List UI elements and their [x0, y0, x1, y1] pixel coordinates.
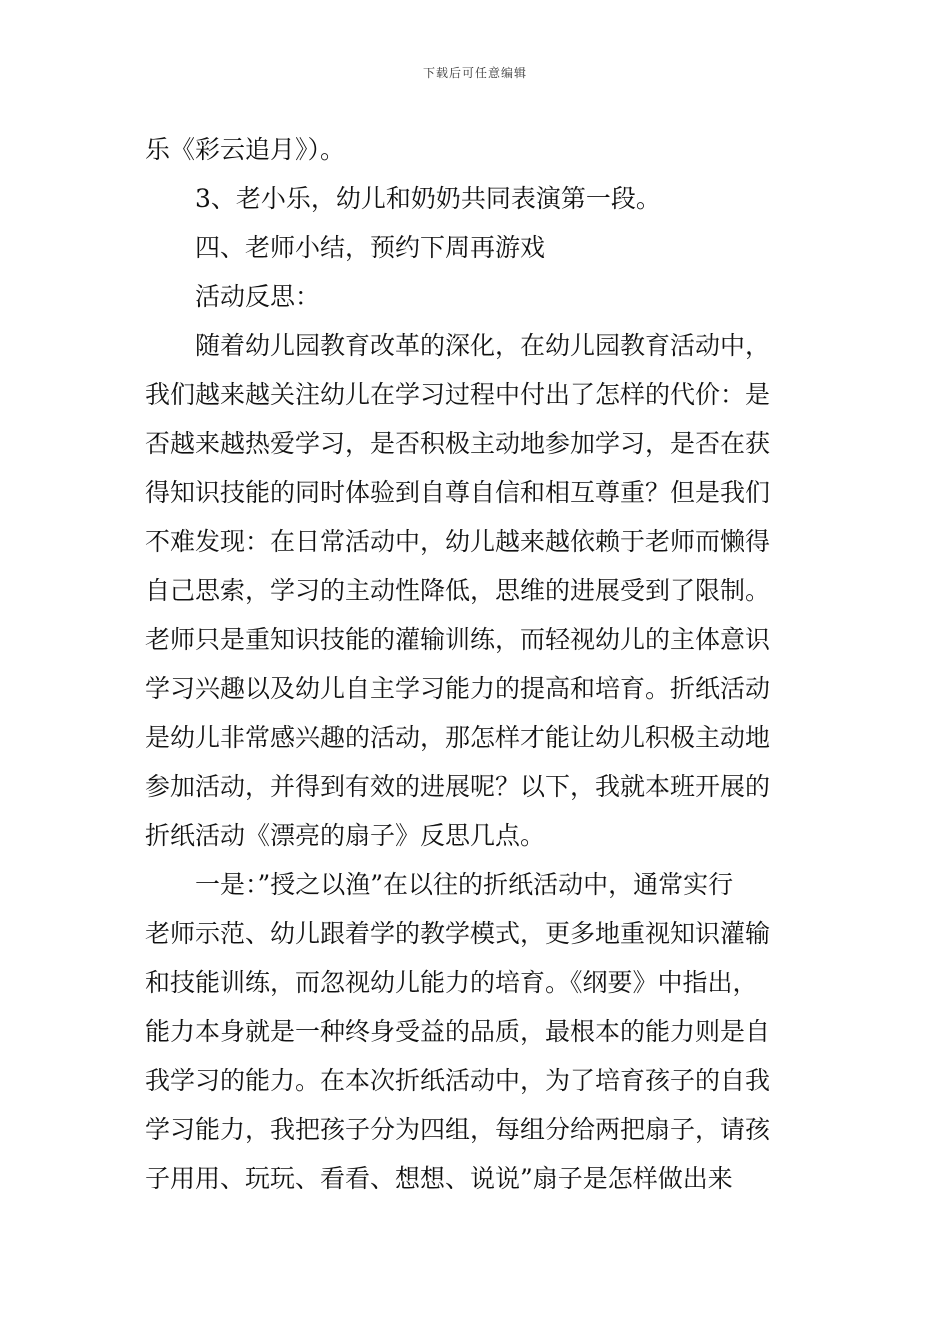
text-line: 乐《彩云追月》）。 — [145, 135, 346, 164]
document-body — [145, 130, 810, 1208]
section-heading: 活动反思： — [195, 282, 321, 311]
text-line: 我学习的能力。在本次折纸活动中，为了培育孩子的自我 — [145, 1066, 771, 1095]
text-line: 学习兴趣以及幼儿自主学习能力的提高和培育。折纸活动 — [145, 674, 771, 703]
text-line: 一是：”授之以渔”在以往的折纸活动中，通常实行 — [195, 870, 734, 899]
text-line: 折纸活动《漂亮的扇子》反思几点。 — [145, 821, 546, 850]
text-line: 子用用、玩玩、看看、想想、说说”扇子是怎样做出来 — [145, 1164, 733, 1193]
section-heading: 四、老师小结，预约下周再游戏 — [195, 233, 546, 262]
text-line: 和技能训练，而忽视幼儿能力的培育。《纲要》中指出， — [145, 968, 758, 997]
text-line: 得知识技能的同时体验到自尊自信和相互尊重？但是我们 — [145, 478, 771, 507]
text-line: 老师只是重知识技能的灌输训练，而轻视幼儿的主体意识 — [145, 625, 771, 654]
text-line: 参加活动，并得到有效的进展呢？以下，我就本班开展的 — [145, 772, 771, 801]
text-line: 老师示范、幼儿跟着学的教学模式，更多地重视知识灌输 — [145, 919, 771, 948]
text-line: 3、老小乐，幼儿和奶奶共同表演第一段。 — [195, 184, 661, 213]
text-line: 不难发现：在日常活动中，幼儿越来越依赖于老师而懒得 — [145, 527, 771, 556]
text-line: 学习能力，我把孩子分为四组，每组分给两把扇子，请孩 — [145, 1115, 771, 1144]
text-line: 自己思索，学习的主动性降低，思维的进展受到了限制。 — [145, 576, 771, 605]
text-line: 否越来越热爱学习，是否积极主动地参加学习，是否在获 — [145, 429, 771, 458]
page-header: 下载后可任意编辑 — [422, 66, 527, 80]
text-line: 能力本身就是一种终身受益的品质，最根本的能力则是自 — [145, 1017, 771, 1046]
text-line: 我们越来越关注幼儿在学习过程中付出了怎样的代价：是 — [145, 380, 771, 409]
text-line: 随着幼儿园教育改革的深化，在幼儿园教育活动中， — [195, 331, 771, 360]
text-line: 是幼儿非常感兴趣的活动，那怎样才能让幼儿积极主动地 — [145, 723, 771, 752]
